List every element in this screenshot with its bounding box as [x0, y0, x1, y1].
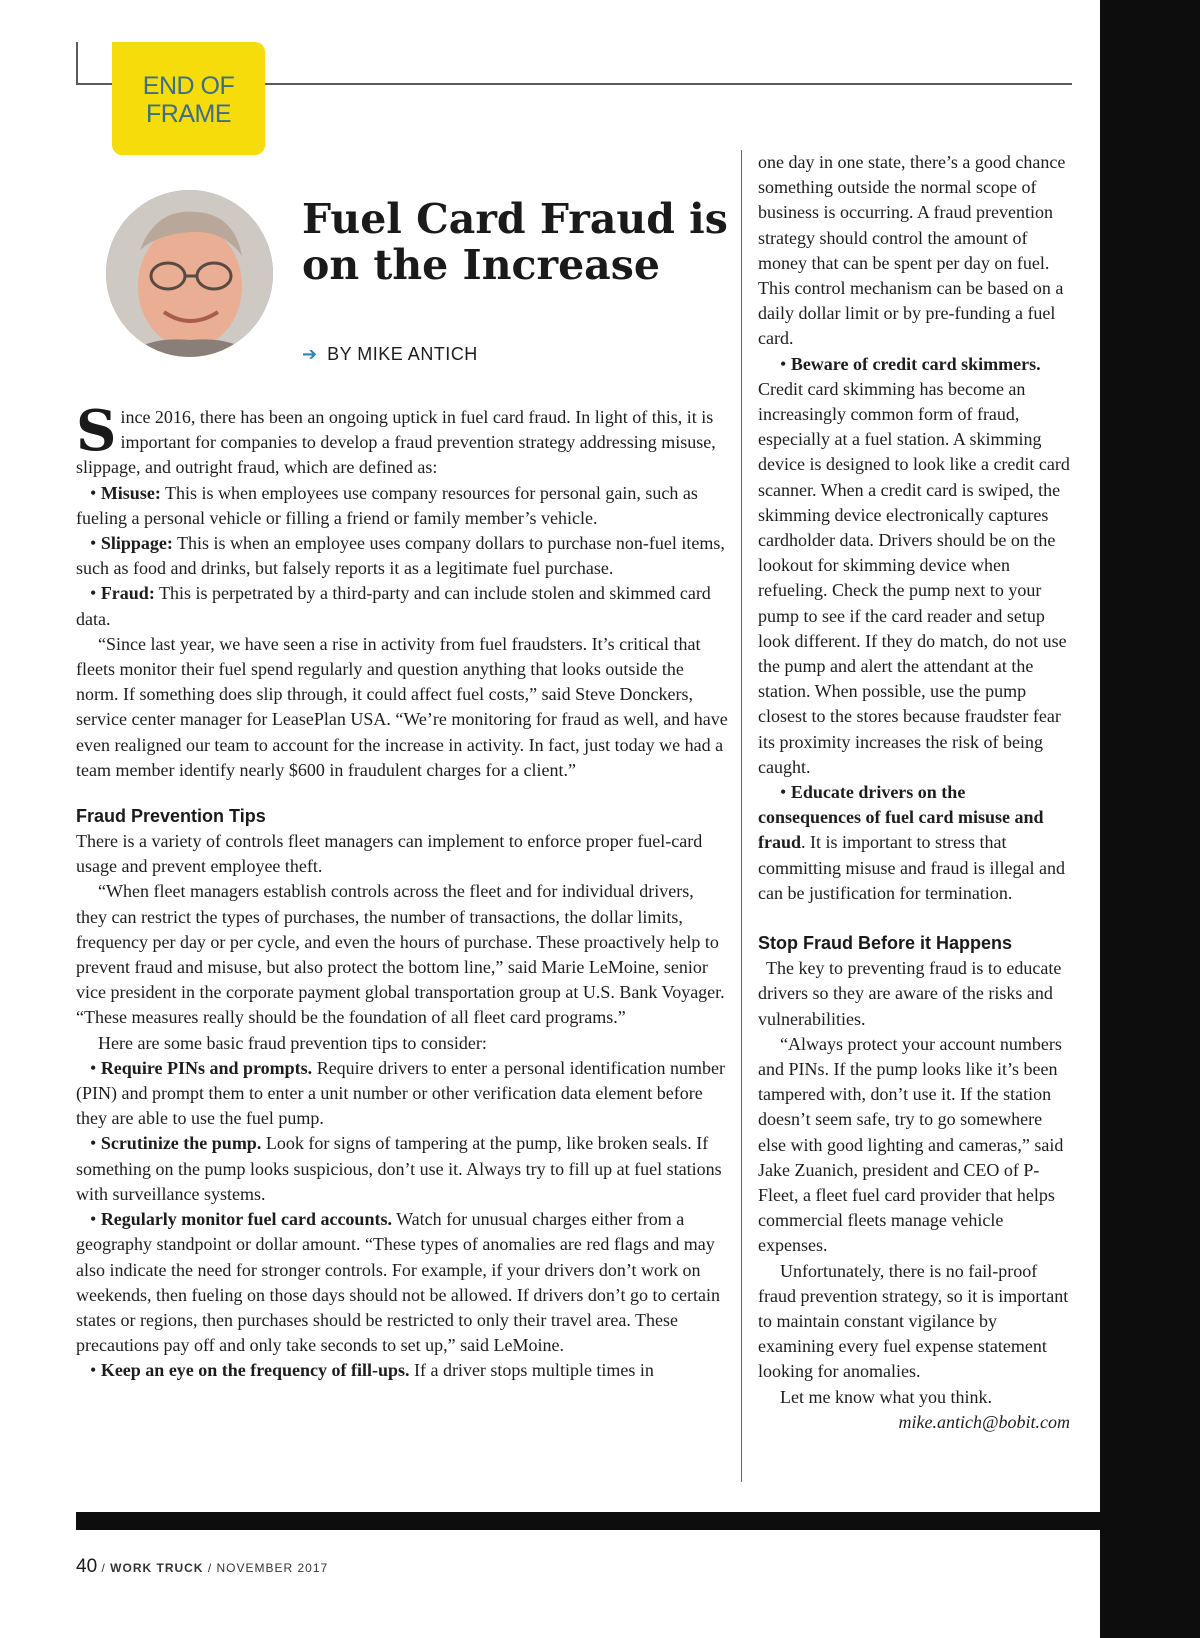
- continuation-paragraph: one day in one state, there’s a good chance something outside the normal scope of business is occurring. A fraud prevention strategy should control the amount of money that can be spent per day on fuel. This control mechanism can be based on a daily dollar limit or by pre-funding a fuel card.: [758, 152, 1066, 349]
- signoff: Let me know what you think.: [780, 1386, 992, 1407]
- definition-fraud: • Fraud: This is perpetrated by a third-party and can include stolen and skimmed card data.: [76, 583, 711, 629]
- intro-text: ince 2016, there has been an ongoing uptick in fuel card fraud. In light of this, it is important for companies to develop a fraud prevention strategy addressing misuse, slippage, and outright fraud, which are defined as:: [76, 407, 716, 478]
- bottom-bar: [76, 1512, 1102, 1530]
- tip-item: • Keep an eye on the frequency of fill-ups. If a driver stops multiple times in: [90, 1360, 654, 1381]
- tip-item: • Require PINs and prompts. Require drivers to enter a personal identification number (PIN) and prompt them to enter a unit number or other verification data element before they are able to use the fuel pump.: [76, 1057, 726, 1129]
- definition-misuse: • Misuse: This is when employees use company resources for personal gain, such as fueling a personal vehicle or filling a friend or family member’s vehicle.: [76, 482, 698, 528]
- stop-fraud-intro: The key to preventing fraud is to educate drivers so they are aware of the risks and vulnerabilities.: [758, 958, 1062, 1029]
- right-column: [758, 150, 1070, 1435]
- magazine-name: WORK TRUCK: [110, 1561, 204, 1575]
- author-portrait-illustration: [106, 190, 273, 357]
- tip-text: Require drivers to enter a personal identification number (PIN) and prompt them to enter a unit number or other verification data element before they are able to use the fuel pump.: [76, 1057, 726, 1129]
- definition-term: Fraud:: [100, 583, 155, 604]
- page-edge-bar: [1100, 0, 1200, 1638]
- tip-item: • Scrutinize the pump. Look for signs of tampering at the pump, like broken seals. If something on the pump looks suspicious, don’t use it. Always try to fill up at fuel stations with surveillance systems.: [76, 1133, 722, 1204]
- section-tag-line2: FRAME: [146, 100, 231, 128]
- section-tag: [112, 42, 265, 155]
- tip-text: . It is important to stress that committing misuse and fraud is illegal and can be justification for termination.: [758, 832, 1065, 903]
- footer-separator: /: [97, 1561, 111, 1575]
- author-portrait: [106, 190, 273, 357]
- definition-text: This is when employees use company resources for personal gain, such as fueling a personal vehicle or filling a friend or family member’s vehicle.: [76, 482, 698, 528]
- tip-term: Scrutinize the pump.: [100, 1133, 262, 1154]
- byline-text: BY MIKE ANTICH: [327, 344, 478, 364]
- stop-fraud-heading: Stop Fraud Before it Happens: [758, 933, 1013, 954]
- tip-term: Educate drivers on the consequences of fuel card misuse and fraud: [758, 782, 1044, 853]
- article-headline: Fuel Card Fraud is on the Increase: [302, 195, 728, 289]
- tip-text: Look for signs of tampering at the pump, like broken seals. If something on the pump looks suspicious, don’t use it. Always try to fill up at fuel stations with surveillance systems.: [76, 1133, 722, 1204]
- tip-text: If a driver stops multiple times in: [409, 1360, 654, 1381]
- tip-term: Regularly monitor fuel card accounts.: [100, 1209, 392, 1230]
- definition-term: Misuse:: [100, 482, 161, 503]
- tip-text: Watch for unusual charges either from a geography standpoint or dollar amount. “These types of anomalies are red flags and may also indicate the need for stronger controls. For example, if your drivers don’t work on weekends, then fueling on those days should not be allowed. If drivers don’t go to certain states or regions, then purchases should be restricted to only their travel area. These precautions pay off and only take seconds to set up,” said LeMoine.: [76, 1209, 721, 1356]
- tip-text: Credit card skimming has become an increasingly common form of fraud, especially at a fuel station. A skimming device is designed to look like a credit card scanner. When a credit card is swiped, the skimming device electronically captures cardholder data. Drivers should be on the lookout for skimming device when refueling. Check the pump next to your pump to see if the card reader and setup look different. If they do match, do not use the pump and alert the attendant at the station. When possible, use the pump closest to the stores because fraudster fear its proximity increases the risk of being caught.: [758, 378, 1070, 777]
- tips-lead-in: Here are some basic fraud prevention tips to consider:: [98, 1032, 487, 1053]
- footer-separator: /: [203, 1561, 217, 1575]
- quote-donckers: “Since last year, we have seen a rise in activity from fuel fraudsters. It’s critical that fleets monitor their fuel spend regularly and question anything that looks outside the norm. If something does slip through, it could affect fuel costs,” said Steve Donckers, service center manager for LeasePlan USA. “We’re monitoring for fraud as well, and have even realigned our team to account for the increase in activity. In fact, just today we had a team member identify nearly $600 in fraudulent charges for a client.”: [76, 633, 728, 780]
- definition-slippage: • Slippage: This is when an employee uses company dollars to purchase non-fuel items, such as food and drinks, but falsely reports it as a legitimate fuel purchase.: [76, 533, 725, 579]
- column-divider: [741, 150, 742, 1482]
- quote-lemoine: “When fleet managers establish controls across the fleet and for individual drivers, they can restrict the types of purchases, the number of transactions, the dollar limits, frequency per day or per cycle, and even the hours of purchase. These proactively help to prevent fraud and misuse, but also protect the bottom line,” said Marie LeMoine, senior vice president in the corporate payment global transportation group at U.S. Bank Voyager. “These measures really should be the foundation of all fleet card programs.”: [76, 881, 725, 1028]
- page-number: 40: [76, 1556, 98, 1577]
- tip-term: Keep an eye on the frequency of fill-ups.: [100, 1360, 410, 1381]
- top-rule-tick: [76, 42, 78, 85]
- page-footer: [76, 1556, 328, 1578]
- tip-item: • Regularly monitor fuel card accounts. Watch for unusual charges either from a geography standpoint or dollar amount. “These types of anomalies are red flags and may also indicate the need for stronger controls. For example, if your drivers don’t work on weekends, then fueling on those days should not be allowed. If drivers don’t go to certain states or regions, then purchases should be restricted to only their travel area. These precautions pay off and only take seconds to set up,” said LeMoine.: [76, 1209, 721, 1356]
- byline: [302, 344, 478, 365]
- intro-paragraph: [76, 398, 728, 481]
- definition-term: Slippage:: [100, 533, 173, 554]
- closing-paragraph: Unfortunately, there is no fail-proof fraud prevention strategy, so it is important to maintain constant vigilance by examining every fuel expense statement looking for anomalies.: [758, 1260, 1069, 1382]
- tip-educate: • Educate drivers on the consequences of fuel card misuse and fraud. It is important to stress that committing misuse and fraud is illegal and can be justification for termination.: [758, 782, 1065, 903]
- tips-heading: Fraud Prevention Tips: [76, 806, 266, 827]
- section-tag-line1: END OF: [142, 72, 235, 100]
- author-email[interactable]: mike.antich@bobit.com: [898, 1411, 1070, 1432]
- definition-text: This is perpetrated by a third-party and can include stolen and skimmed card data.: [76, 583, 711, 629]
- definition-text: This is when an employee uses company dollars to purchase non-fuel items, such as food and drinks, but falsely reports it as a legitimate fuel purchase.: [76, 533, 725, 579]
- tips-intro: There is a variety of controls fleet managers can implement to enforce proper fuel-card usage and prevent employee theft.: [76, 831, 703, 877]
- tip-skimmers: • Beware of credit card skimmers. Credit card skimming has become an increasingly common form of fraud, especially at a fuel station. A skimming device is designed to look like a credit card scanner. When a credit card is swiped, the skimming device electronically captures cardholder data. Drivers should be on the lookout for skimming device when refueling. Check the pump next to your pump to see if the card reader and setup look different. If they do match, do not use the pump and alert the attendant at the station. When possible, use the pump closest to the stores because fraudster fear its proximity increases the risk of being caught.: [758, 353, 1070, 777]
- tip-term: Require PINs and prompts.: [100, 1057, 313, 1078]
- issue-date: NOVEMBER 2017: [216, 1561, 329, 1575]
- left-column: [76, 398, 728, 1384]
- tip-term: Beware of credit card skimmers.: [790, 353, 1041, 374]
- quote-zuanich: “Always protect your account numbers and PINs. If the pump looks like it’s been tampered with, don’t use it. If the station doesn’t seem safe, try to go somewhere else with good lighting and cameras,” said Jake Zuanich, president and CEO of P-Fleet, a fleet fuel card provider that helps commercial fleets manage vehicle expenses.: [758, 1033, 1064, 1256]
- dropcap: S: [76, 398, 117, 464]
- byline-arrow-icon: ➔: [302, 344, 318, 364]
